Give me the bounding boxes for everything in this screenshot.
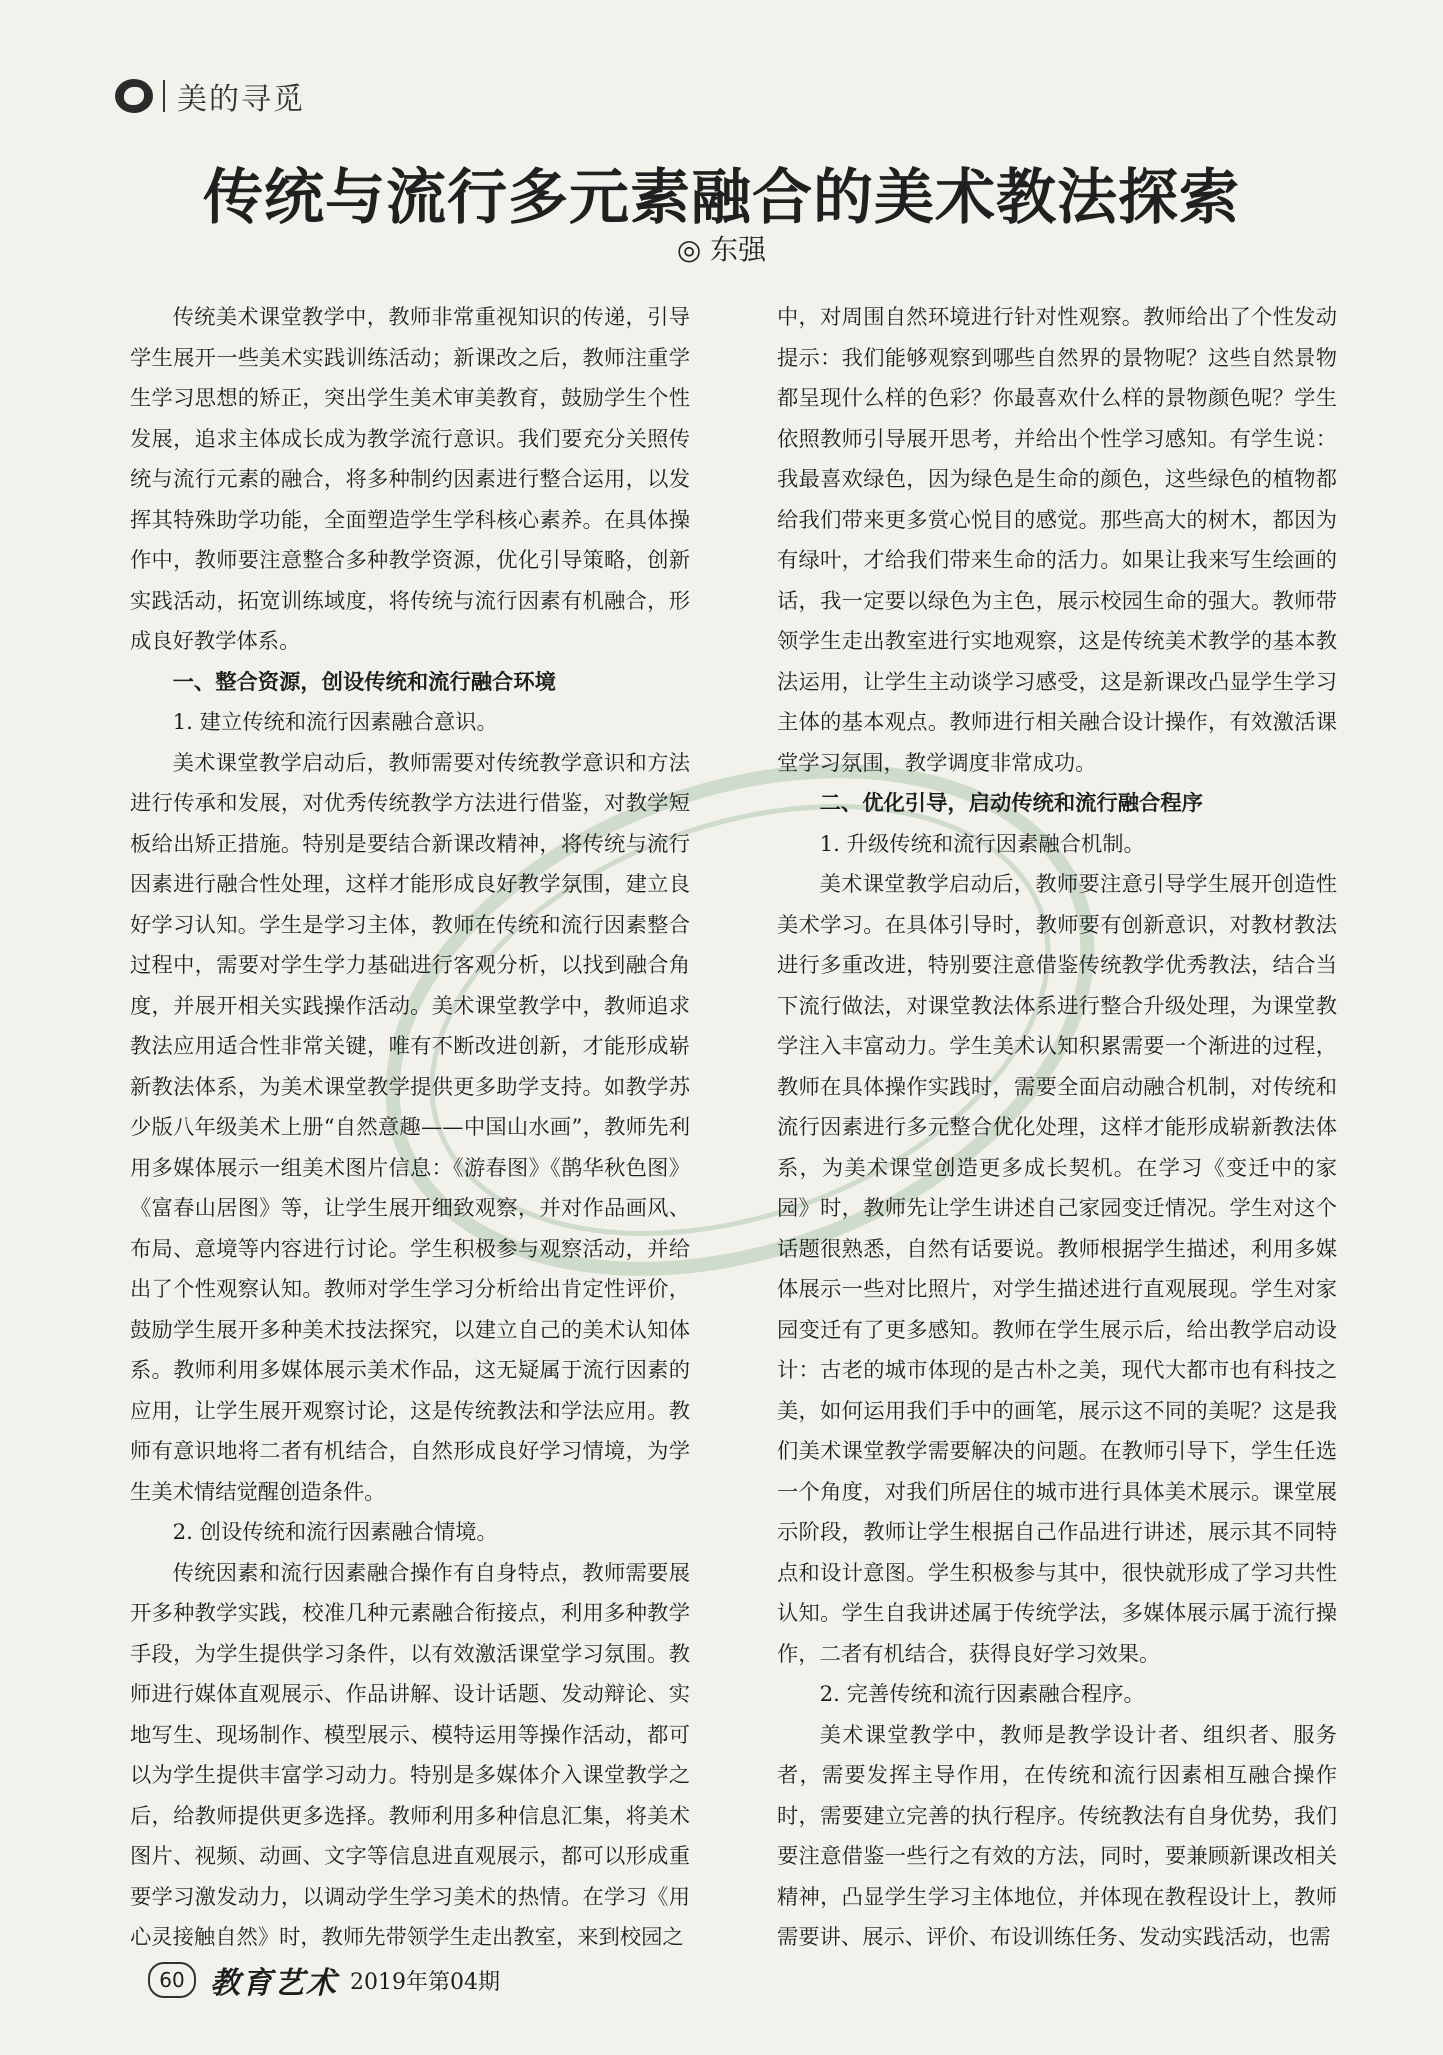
column-name: 美的寻觅 (177, 82, 305, 117)
section-heading-1: 一、整合资源，创设传统和流行融合环境 (172, 669, 556, 695)
subheading-1-2: 2. 创设传统和流行因素融合情境。 (172, 1520, 498, 1545)
article-author: ◎ 东强 (676, 233, 767, 266)
page-footer (148, 1958, 500, 2002)
left-column (130, 298, 690, 1959)
right-column (777, 298, 1337, 1959)
column-logo-icon (115, 79, 153, 113)
paragraph-intro: 传统美术课堂教学中，教师非常重视知识的传递，引导学生展开一些美术实践训练活动；新课改之后，教师注重学生学习思想的矫正，突出学生美术审美教育，鼓励学生个性发展，追求主体成长成为教学流行意识。我们要充分关照传统与流行元素的融合，将多种制约因素进行整合运用，以发挥其特殊助学功能，全面塑造学生学科核心素养。在具体操作中，教师要注意整合多种教学资源，优化引导策略，创新实践活动，拓宽训练域度，将传统与流行因素有机融合，形成良好教学体系。 (130, 305, 690, 654)
paragraph-1-2: 传统因素和流行因素融合操作有自身特点，教师需要展开多种教学实践，校准几种元素融合衔接点，利用多种教学手段，为学生提供学习条件，以有效激活课堂学习氛围。教师进行媒体直观展示、作品讲解、设计话题、发动辩论、实地写生、现场制作、模型展示、模特运用等操作活动，都可以为学生提供丰富学习动力。特别是多媒体介入课堂教学之后，给教师提供更多选择。教师利用多种信息汇集，将美术图片、视频、动画、文字等信息进直观展示，都可以形成重要学习激发动力，以调动学生学习美术的热情。在学习《用心灵接触自然》时，教师先带领学生走出教室，来到校园之 (130, 1560, 690, 1950)
subheading-2-2: 2. 完善传统和流行因素融合程序。 (819, 1682, 1145, 1707)
column-header (115, 74, 305, 118)
paragraph-continued: 中，对周围自然环境进行针对性观察。教师给出了个性发动提示：我们能够观察到哪些自然界的景物呢？这些自然景物都呈现什么样的色彩？你最喜欢什么样的景物颜色呢？学生依照教师引导展开思考，并给出个性学习感知。有学生说：我最喜欢绿色，因为绿色是生命的颜色，这些绿色的植物都给我们带来更多赏心悦目的感觉。那些高大的树木，都因为有绿叶，才给我们带来生命的活力。如果让我来写生绘画的话，我一定要以绿色为主色，展示校园生命的强大。教师带领学生走出教室进行实地观察，这是传统美术教学的基本教法运用，让学生主动谈学习感受，这是新课改凸显学生学习主体的基本观点。教师进行相关融合设计操作，有效激活课堂学习氛围，教学调度非常成功。 (777, 305, 1337, 776)
page-number: 60 (148, 1962, 196, 1998)
paragraph-1-1: 美术课堂教学启动后，教师需要对传统教学意识和方法进行传承和发展，对优秀传统教学方法进行借鉴，对教学短板给出矫正措施。特别是要结合新课改精神，将传统与流行因素进行融合性处理，这样才能形成良好教学氛围，建立良好学习认知。学生是学习主体，教师在传统和流行因素整合过程中，需要对学生学力基础进行客观分析，以找到融合角度，并展开相关实践操作活动。美术课堂教学中，教师追求教法应用适合性非常关键，唯有不断改进创新，才能形成崭新教法体系，为美术课堂教学提供更多助学支持。如教学苏少版八年级美术上册“自然意趣——中国山水画”，教师先利用多媒体展示一组美术图片信息：《游春图》《鹊华秋色图》《富春山居图》等，让学生展开细致观察，并对作品画风、布局、意境等内容进行讨论。学生积极参与观察活动，并给出了个性观察认知。教师对学生学习分析给出肯定性评价，鼓励学生展开多种美术技法探究，以建立自己的美术认知体系。教师利用多媒体展示美术作品，这无疑属于流行因素的应用，让学生展开观察讨论，这是传统教法和学法应用。教师有意识地将二者有机结合，自然形成良好学习情境，为学生美术情结觉醒创造条件。 (130, 750, 690, 1505)
issue-label: 2019年第04期 (350, 1969, 500, 1995)
header-divider (163, 80, 165, 112)
subheading-2-1: 1. 升级传统和流行因素融合机制。 (819, 831, 1145, 857)
publication-name: 教育艺术 (210, 1966, 338, 2001)
section-heading-2: 二、优化引导，启动传统和流行融合程序 (819, 791, 1203, 816)
paragraph-2-2: 美术课堂教学中，教师是教学设计者、组织者、服务者，需要发挥主导作用，在传统和流行因素相互融合操作时，需要建立完善的执行程序。传统教法有自身优势，我们要注意借鉴一些行之有效的方法，同时，要兼顾新课改相关精神，凸显学生学习主体地位，并体现在教程设计上，教师需要讲、展示、评价、布设训练任务、发动实践活动，也需 (777, 1722, 1337, 1950)
subheading-1-1: 1. 建立传统和流行因素融合意识。 (172, 710, 498, 735)
paragraph-2-1: 美术课堂教学启动后，教师要注意引导学生展开创造性美术学习。在具体引导时，教师要有创新意识，对教材教法进行多重改进，特别要注意借鉴传统教学优秀教法，结合当下流行做法，对课堂教法体系进行整合升级处理，为课堂教学注入丰富动力。学生美术认知积累需要一个渐进的过程，教师在具体操作实践时，需要全面启动融合机制，对传统和流行因素进行多元整合优化处理，这样才能形成崭新教法体系，为美术课堂创造更多成长契机。在学习《变迁中的家园》时，教师先让学生讲述自己家园变迁情况。学生对这个话题很熟悉，自然有话要说。教师根据学生描述，利用多媒体展示一些对比照片，对学生描述进行直观展现。学生对家园变迁有了更多感知。教师在学生展示后，给出教学启动设计：古老的城市体现的是古朴之美，现代大都市也有科技之美，如何运用我们手中的画笔，展示这不同的美呢？这是我们美术课堂教学需要解决的问题。在教师引导下，学生任选一个角度，对我们所居住的城市进行具体美术展示。课堂展示阶段，教师让学生根据自己作品进行讲述，展示其不同特点和设计意图。学生积极参与其中，很快就形成了学习共性认知。学生自我讲述属于传统学法，多媒体展示属于流行操作，二者有机结合，获得良好学习效果。 (777, 872, 1337, 1667)
article-title: 传统与流行多元素融合的美术教法探索 (203, 163, 1240, 233)
